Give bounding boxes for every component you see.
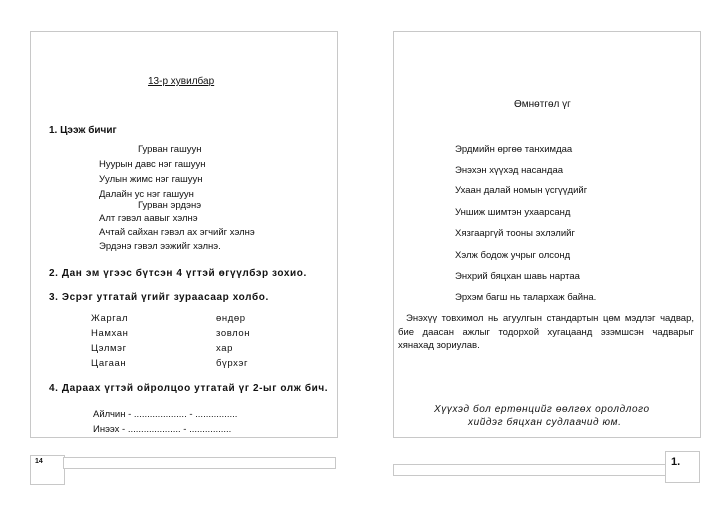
- task1-heading: 1. Цээж бичиг: [49, 125, 117, 136]
- page-number: 1.: [671, 456, 681, 468]
- poem-line: Далайн ус нэг гашуун: [99, 189, 194, 200]
- left-page: [30, 31, 338, 438]
- task3-heading: 3. Эсрэг утгатай үгийг зураасаар холбо.: [49, 292, 269, 303]
- preface-paragraph: Энэхүү товхимол нь агуулгын стандартын цөм мэдлэг чадвар, бие даасан ажлыг тодорхой хугацаанд эзэмшсэн чадварыг хянахад зориулав.: [398, 313, 694, 351]
- poem-line: Гурван эрдэнэ: [138, 200, 202, 211]
- closing-line: Хүүхэд бол ертөнцийг өөлгөх оролдлого: [434, 404, 650, 415]
- right-page: [393, 31, 701, 438]
- task4-heading: 4. Дараах үгтэй ойролцоо утгатай үг 2-ыг олж бич.: [49, 383, 329, 394]
- poem-line: Нуурын давс нэг гашуун: [99, 159, 206, 170]
- left-word: Жаргал: [91, 313, 129, 324]
- closing-line: хийдэг бяцхан судлаачид юм.: [468, 417, 622, 428]
- preface-poem-line: Ухаан далай номын үсгүүдийг: [455, 185, 588, 196]
- poem-line: Уулын жимс нэг гашуун: [99, 174, 203, 185]
- left-footer-box: [30, 455, 65, 485]
- page-number: 14: [35, 458, 43, 465]
- poem-line: Гурван гашуун: [138, 144, 202, 155]
- left-word: Намхан: [91, 328, 129, 339]
- right-footer-strip: [393, 464, 666, 476]
- preface-poem-line: Эрхэм багш нь талархаж байна.: [455, 292, 597, 303]
- lesson-title: 13-р хувилбар: [148, 76, 215, 87]
- right-footer-box: [665, 451, 700, 483]
- poem-line: Алт гэвэл аавыг хэлнэ: [99, 213, 198, 224]
- preface-poem-line: Эрдмийн өргөө танхимдаа: [455, 144, 573, 155]
- left-word: Цагаан: [91, 358, 127, 369]
- right-word: хар: [216, 343, 234, 354]
- left-footer-strip: [63, 457, 336, 469]
- preface-poem-line: Хязгааргүй тооны эхлэлийг: [455, 228, 575, 239]
- preface-poem-line: Энхрий бяцхан шавь нартаа: [455, 271, 580, 282]
- right-word: зовлон: [216, 328, 251, 339]
- left-word: Цэлмэг: [91, 343, 127, 354]
- right-word: бүрхэг: [216, 358, 249, 369]
- fill-line: Айлчин - .................... - ................: [93, 409, 238, 420]
- preface-poem-line: Уншиж шимтэн ухаарсанд: [455, 207, 571, 218]
- preface-poem-line: Хэлж бодож учрыг олсонд: [455, 250, 571, 261]
- poem-line: Эрдэнэ гэвэл ээжийг хэлнэ.: [99, 241, 221, 252]
- poem-line: Ачтай сайхан гэвэл ах эгчийг хэлнэ: [99, 227, 255, 238]
- preface-title: Өмнөтгөл үг: [514, 99, 571, 110]
- preface-poem-line: Энэхэн хүүхэд насандаа: [455, 165, 564, 176]
- right-word: өндөр: [216, 313, 246, 324]
- task2-heading: 2. Дан эм үгээс бүтсэн 4 үгтэй өгүүлбэр зохио.: [49, 268, 307, 279]
- fill-line: Инээх - .................... - ................: [93, 424, 232, 435]
